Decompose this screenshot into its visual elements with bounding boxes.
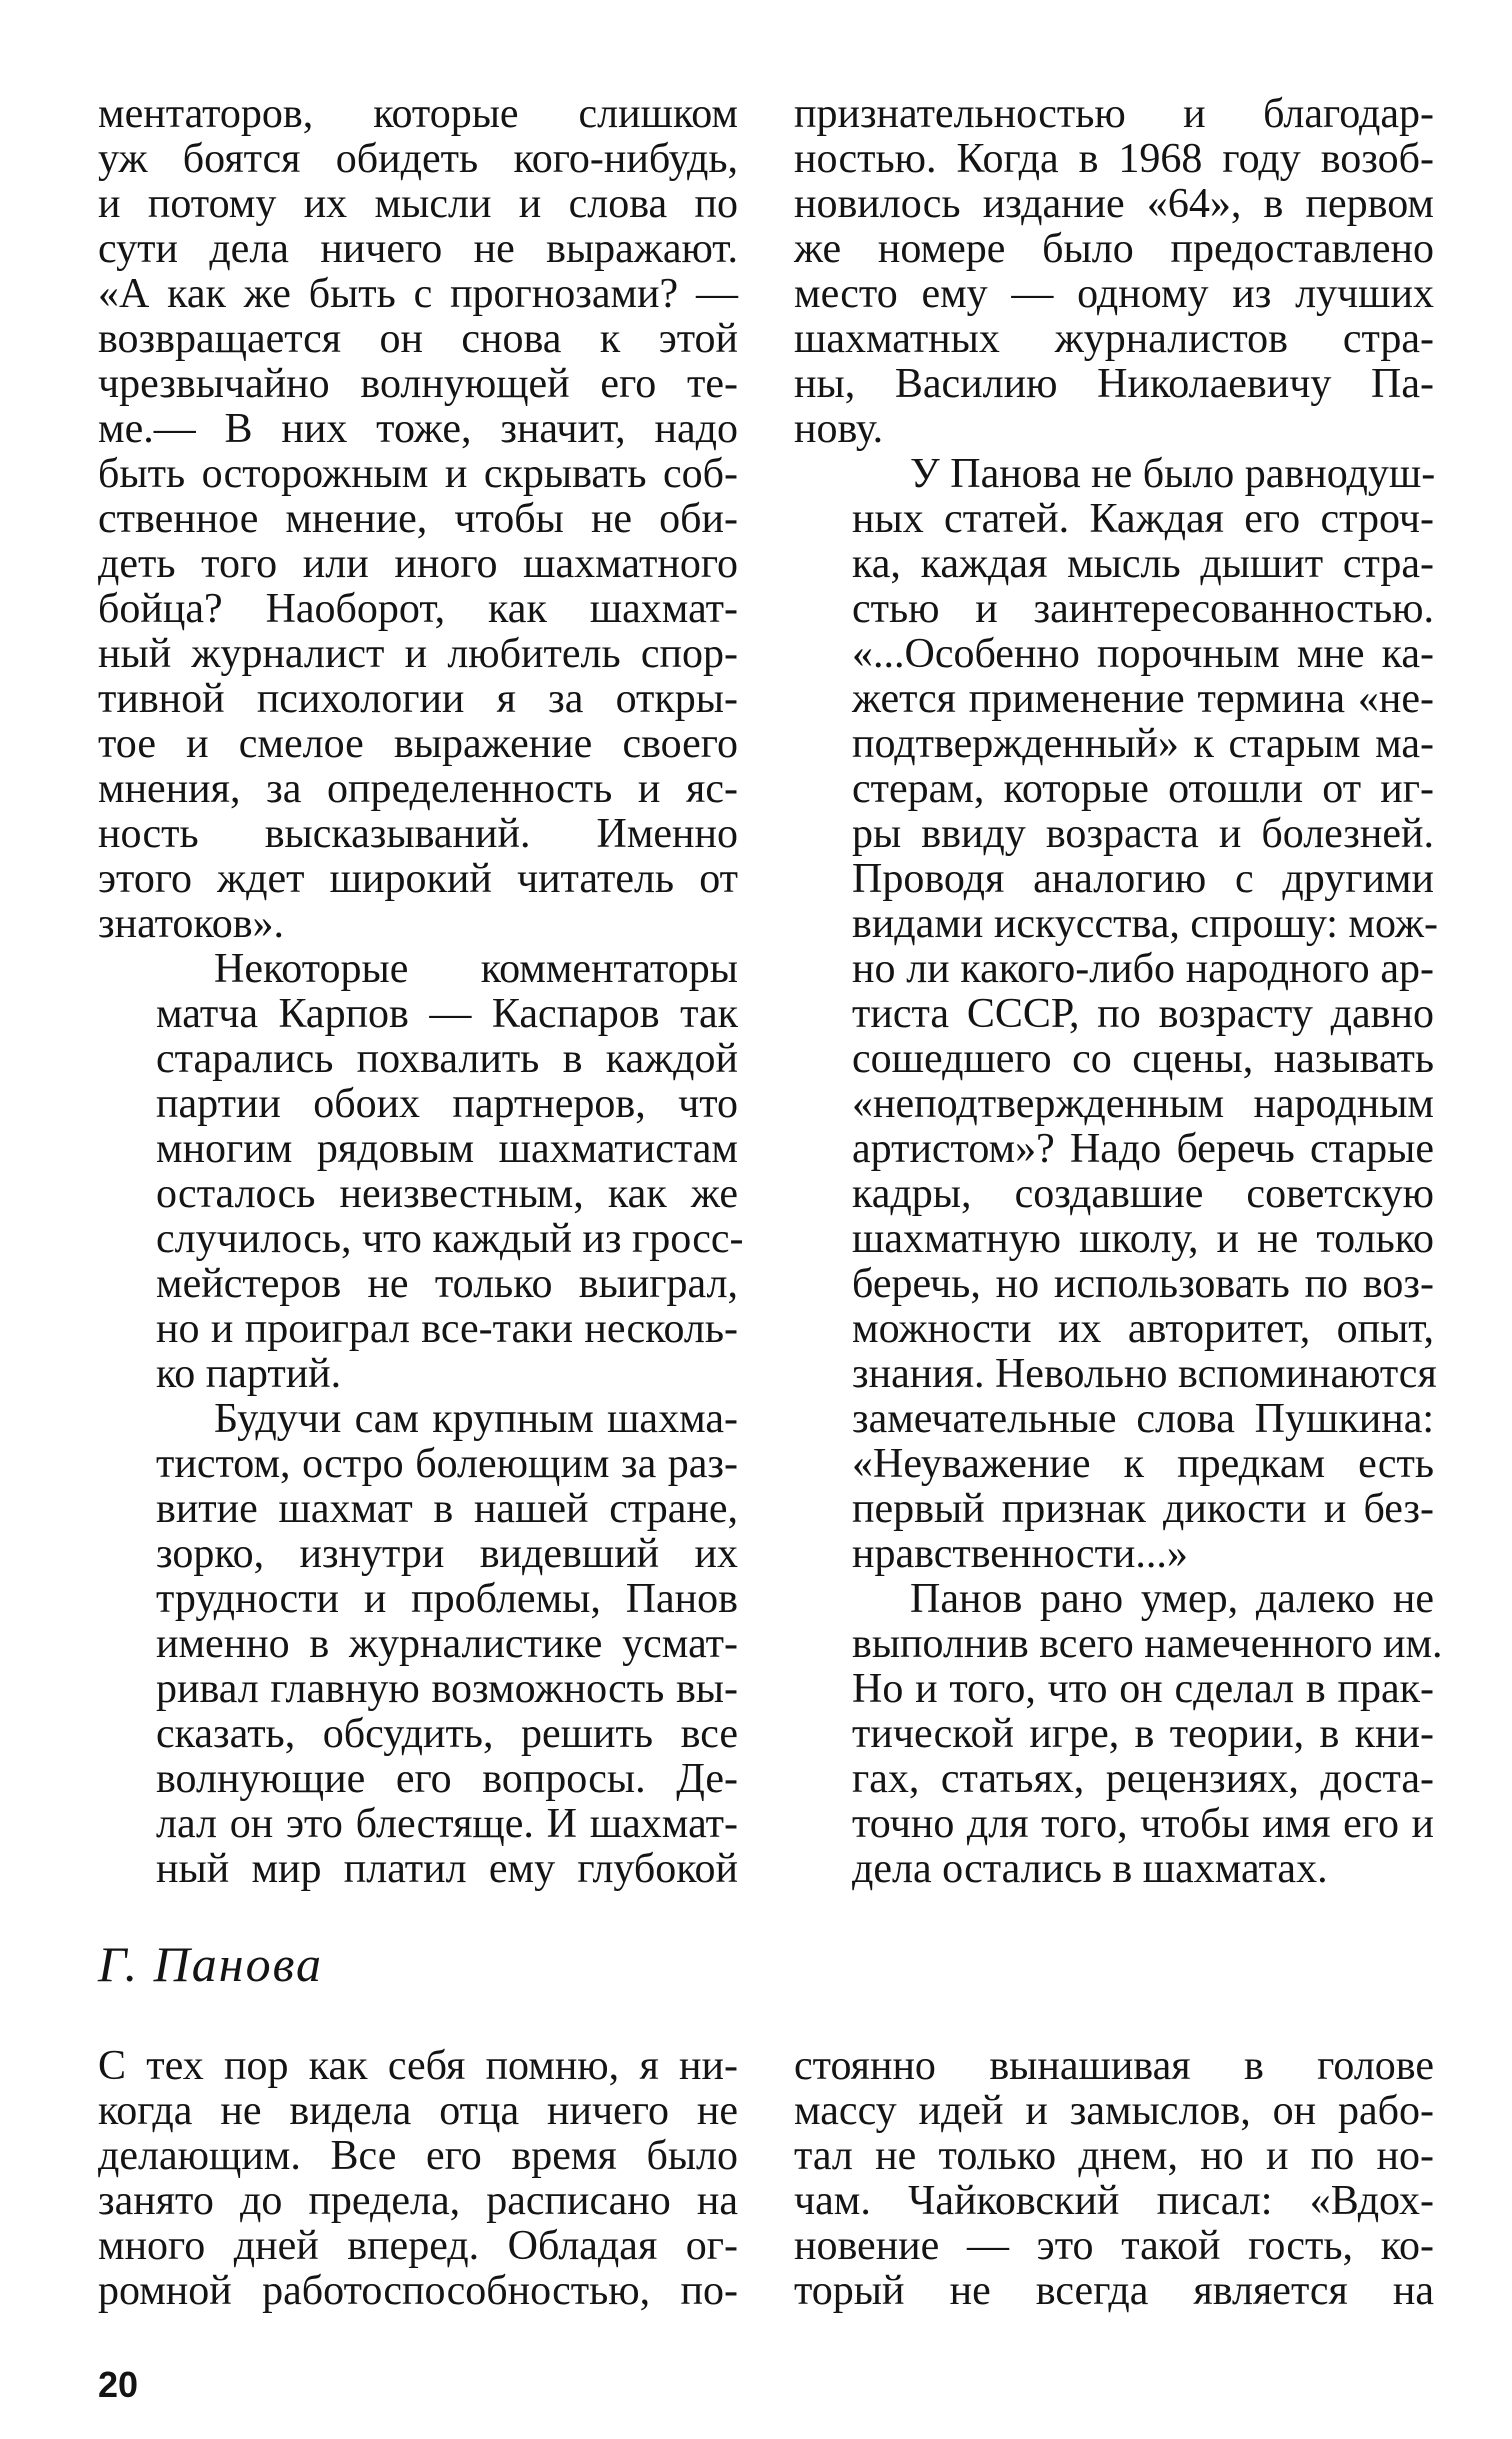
text-line: чам. Чайковский писал: «Вдох- [794, 2178, 1434, 2224]
paragraph [794, 2044, 1434, 2314]
text-line: тиста СССР, по возрасту давно [852, 991, 1434, 1037]
text-line: но ли какого-либо народного ар- [852, 946, 1434, 992]
text-line: матча Карпов — Каспаров так [156, 991, 738, 1037]
text-line: Но и того, что он сделал в прак- [852, 1666, 1434, 1712]
text-line: стоянно вынашивая в голове [794, 2043, 1434, 2089]
text-line: волнующие его вопросы. Де- [156, 1756, 738, 1802]
text-line: С тех пор как себя помню, я ни- [98, 2043, 738, 2089]
text-line: тал не только днем, но и по но- [794, 2133, 1434, 2179]
text-line: стерам, которые отошли от иг- [852, 766, 1434, 812]
paragraph [98, 92, 738, 947]
text-line: когда не видела отца ничего не [98, 2088, 738, 2134]
text-line: лал он это блестяще. И шахмат- [156, 1801, 738, 1847]
text-line: новилось издание «64», в первом [794, 181, 1434, 227]
text-column-top-right [794, 91, 1443, 1892]
text-line: ментаторов, которые слишком [98, 91, 738, 137]
text-line: ны, Василию Николаевичу Па- [794, 361, 1434, 407]
text-line: тивной психологии я за откры- [98, 676, 738, 722]
text-line: точно для того, чтобы имя его и [852, 1801, 1434, 1847]
text-line: гах, статьях, рецензиях, доста- [852, 1756, 1434, 1802]
text-line: случилось, что каждый из гросс- [156, 1216, 744, 1262]
text-line: торый не всегда является на [794, 2268, 1434, 2314]
text-line: Будучи сам крупным шахма- [214, 1396, 738, 1442]
text-line: «...Особенно порочным мне ка- [852, 631, 1434, 677]
text-line: тистом, остро болеющим за раз- [156, 1441, 738, 1487]
text-line: делающим. Все его время было [98, 2133, 738, 2179]
text-line: Некоторые комментаторы [214, 946, 738, 992]
text-line: тое и смелое выражение своего [98, 721, 738, 767]
text-line: зорко, изнутри видевший их [156, 1531, 738, 1577]
paragraph [794, 92, 1434, 452]
text-line: ный мир платил ему глубокой [156, 1846, 738, 1892]
text-line: выполнив всего намеченного им. [852, 1621, 1443, 1667]
text-line: же номере было предоставлено [794, 226, 1434, 272]
text-line: дела остались в шахматах. [852, 1846, 1328, 1892]
text-line: трудности и проблемы, Панов [156, 1576, 738, 1622]
text-line: У Панова не было равнодуш- [910, 451, 1436, 497]
text-line: осталось неизвестным, как же [156, 1171, 738, 1217]
text-line: знания. Невольно вспоминаются [852, 1351, 1437, 1397]
text-line: нову. [794, 406, 884, 452]
text-line: старались похвалить в каждой [156, 1036, 738, 1082]
text-line: можности их авторитет, опыт, [852, 1306, 1434, 1352]
text-column-bottom-right [794, 2044, 1434, 2314]
text-line: стью и заинтересованностью. [852, 586, 1434, 632]
text-line: занято до предела, расписано на [98, 2178, 738, 2224]
text-line: но и проиграл все-таки несколь- [156, 1306, 738, 1352]
text-line: партии обоих партнеров, что [156, 1081, 738, 1127]
text-line: новение — это такой гость, ко- [794, 2223, 1434, 2269]
text-line: ко партий. [156, 1351, 342, 1397]
text-line: этого ждет широкий читатель от [98, 856, 738, 902]
text-line: ромной работоспособностью, по- [98, 2268, 738, 2314]
text-line: ностью. Когда в 1968 году возоб- [794, 136, 1434, 182]
section-heading: Г. Панова [98, 1936, 323, 1992]
text-line: деть того или иного шахматного [98, 541, 738, 587]
paragraph [794, 1576, 1443, 1892]
paragraph [98, 2044, 738, 2314]
text-line: жется применение термина «не- [852, 676, 1434, 722]
text-line: сути дела ничего не выражают. [98, 226, 738, 272]
text-line: артистом»? Надо беречь старые [852, 1126, 1434, 1172]
paragraph [794, 451, 1438, 1577]
text-line: шахматную школу, и не только [852, 1216, 1434, 1262]
text-line: нравственности...» [852, 1531, 1188, 1577]
text-line: знатоков». [98, 901, 285, 947]
text-line: «А как же быть с прогнозами? — [98, 271, 738, 317]
text-line: много дней вперед. Обладая ог- [98, 2223, 738, 2269]
text-line: видами искусства, спрошу: мож- [852, 901, 1438, 947]
text-line: витие шахмат в нашей стране, [156, 1486, 738, 1532]
text-line: возвращается он снова к этой [98, 316, 738, 362]
text-line: ный журналист и любитель спор- [98, 631, 738, 677]
text-line: подтвержденный» к старым ма- [852, 721, 1434, 767]
text-line: ственное мнение, чтобы не оби- [98, 496, 738, 542]
text-line: бойца? Наоборот, как шахмат- [98, 586, 738, 632]
text-line: Проводя аналогию с другими [852, 856, 1434, 902]
paragraph [98, 1397, 738, 1892]
text-line: «Неуважение к предкам есть [852, 1441, 1434, 1487]
text-line: чрезвычайно волнующей его те- [98, 361, 738, 407]
text-line: ме.— В них тоже, значит, надо [98, 406, 738, 452]
text-line: «неподтвержденным народным [852, 1081, 1434, 1127]
text-line: уж боятся обидеть кого-нибудь, [98, 136, 738, 182]
text-line: массу идей и замыслов, он рабо- [794, 2088, 1434, 2134]
text-line: беречь, но использовать по воз- [852, 1261, 1434, 1307]
text-line: кадры, создавшие советскую [852, 1171, 1434, 1217]
text-line: тической игре, в теории, в кни- [852, 1711, 1434, 1757]
text-line: признательностью и благодар- [794, 91, 1434, 137]
text-line: Панов рано умер, далеко не [910, 1576, 1434, 1622]
text-line: место ему — одному из лучших [794, 271, 1434, 317]
text-line: замечательные слова Пушкина: [852, 1396, 1434, 1442]
text-line: быть осторожным и скрывать соб- [98, 451, 738, 497]
text-line: именно в журналистике усмат- [156, 1621, 738, 1667]
page-number: 20 [98, 2364, 139, 2405]
text-line: многим рядовым шахматистам [156, 1126, 738, 1172]
text-line: шахматных журналистов стра- [794, 316, 1434, 362]
text-column-top-left [98, 91, 744, 1892]
text-line: сошедшего со сцены, называть [852, 1036, 1434, 1082]
text-line: мейстеров не только выиграл, [156, 1261, 738, 1307]
text-line: ных статей. Каждая его строч- [852, 496, 1434, 542]
text-line: ривал главную возможность вы- [156, 1666, 738, 1712]
text-line: ка, каждая мысль дышит стра- [852, 541, 1434, 587]
paragraph [98, 946, 744, 1397]
text-column-bottom-left [98, 2044, 738, 2314]
text-line: первый признак дикости и без- [852, 1486, 1434, 1532]
text-line: ры ввиду возраста и болезней. [852, 811, 1434, 857]
text-line: и потому их мысли и слова по [98, 181, 738, 227]
text-line: сказать, обсудить, решить все [156, 1711, 738, 1757]
text-line: мнения, за определенность и яс- [98, 766, 738, 812]
text-line: ность высказываний. Именно [98, 811, 738, 857]
